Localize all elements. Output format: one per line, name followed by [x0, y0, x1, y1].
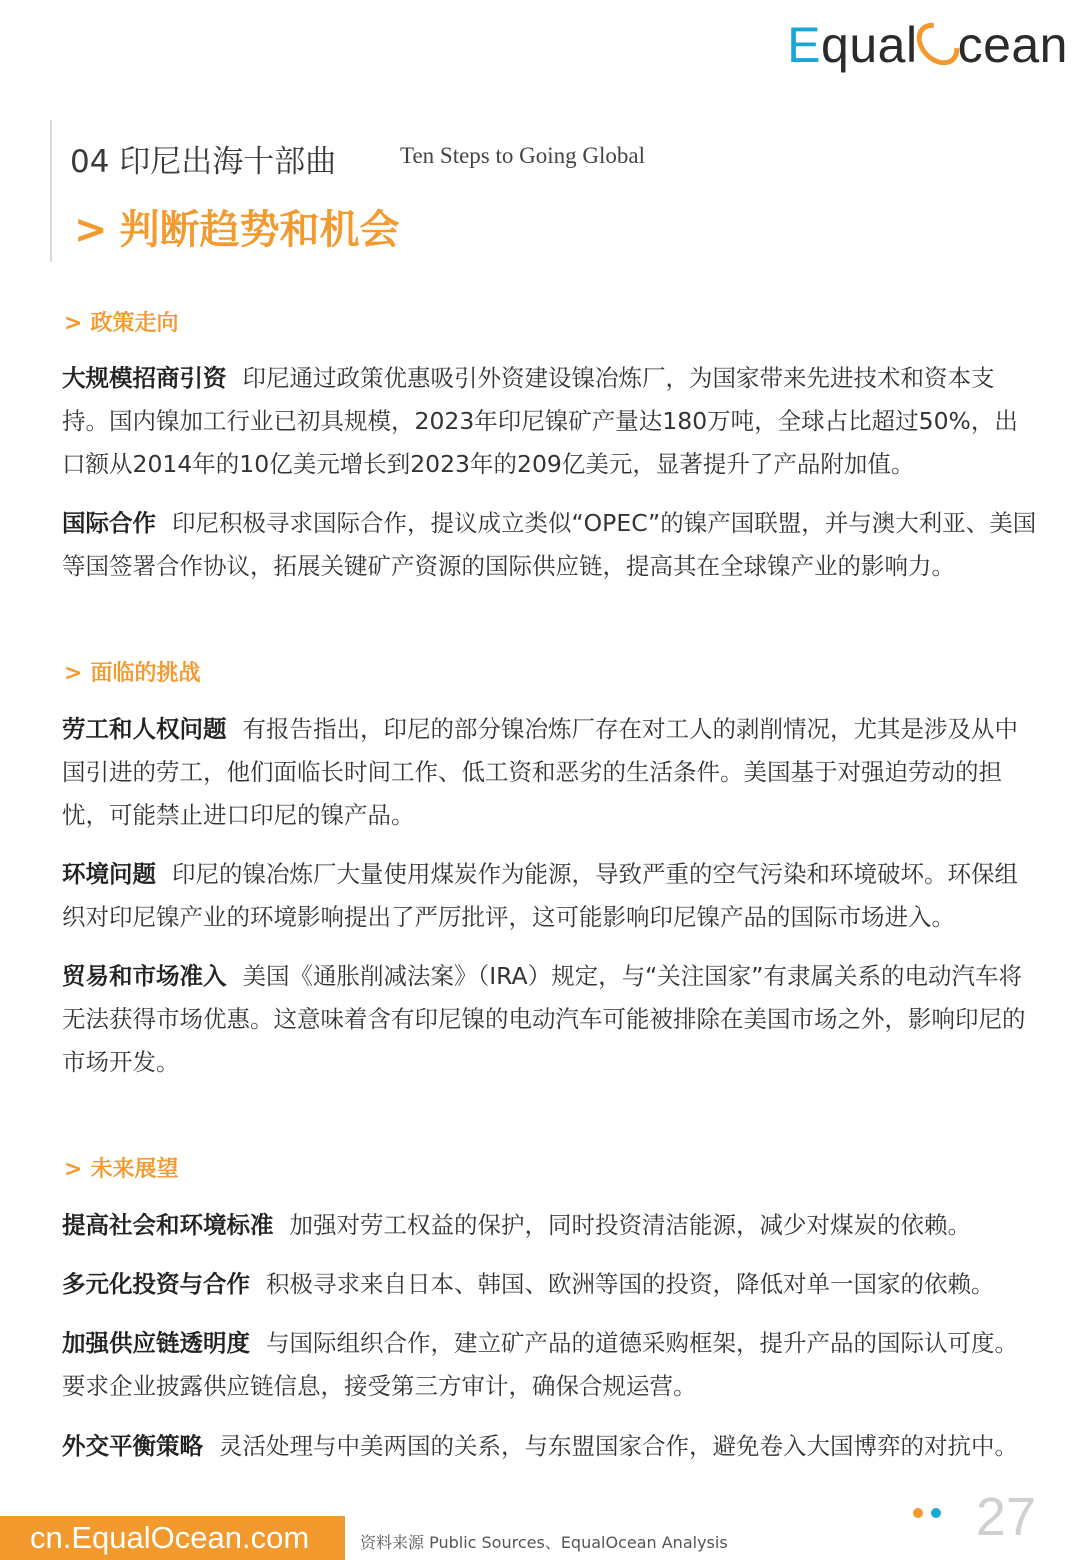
- paragraph-term: 加强供应链透明度: [62, 1329, 250, 1357]
- paragraph: [62, 955, 1037, 1084]
- footer-website-link[interactable]: cn.EqualOcean.com: [30, 1520, 310, 1555]
- paragraph: [62, 502, 1037, 588]
- paragraph-text: 印尼积极寻求国际合作，提议成立类似“OPEC”的镍产国联盟，并与澳大利亚、美国等国签署合作协议，拓展关键矿产资源的国际供应链，提高其在全球镍产业的影响力。: [62, 509, 1037, 580]
- paragraph-term: 提高社会和环境标准: [62, 1211, 274, 1239]
- paragraph-term: 多元化投资与合作: [62, 1270, 250, 1298]
- paragraph-term: 贸易和市场准入: [62, 962, 227, 990]
- chevron-right-icon: >: [64, 311, 83, 336]
- equalocean-logo: Equal cean: [787, 16, 1068, 74]
- paragraph-term: 国际合作: [62, 509, 156, 537]
- paragraph: [62, 708, 1037, 837]
- paragraph: [62, 853, 1037, 939]
- chapter-title: 04 印尼出海十部曲: [70, 144, 337, 180]
- paragraph-text: 灵活处理与中美两国的关系，与东盟国家合作，避免卷入大国博弈的对抗中。: [219, 1432, 1018, 1460]
- paragraph-term: 劳工和人权问题: [62, 715, 227, 743]
- chevron-right-icon: >: [64, 1157, 83, 1182]
- chevron-right-icon: >: [64, 661, 83, 686]
- page-headline: [74, 198, 400, 255]
- paragraph: [62, 1322, 1037, 1408]
- paragraph-text: 美国《通胀削减法案》（IRA）规定，与“关注国家”有隶属关系的电动汽车将无法获得市场优惠。这意味着含有印尼镍的电动汽车可能被排除在美国市场之外，影响印尼的市场开发。: [62, 962, 1026, 1076]
- decor-dot-blue: [931, 1508, 941, 1518]
- paragraph-text: 加强对劳工权益的保护，同时投资清洁能源，减少对煤炭的依赖。: [289, 1211, 971, 1239]
- paragraph: [62, 357, 1037, 486]
- paragraph-text: 印尼的镍冶炼厂大量使用煤炭作为能源，导致严重的空气污染和环境破坏。环保组织对印尼镍产业的环境影响提出了严厉批评，这可能影响印尼镍产品的国际市场进入。: [62, 860, 1018, 931]
- page-number: 27: [975, 1487, 1036, 1547]
- paragraph: [62, 1425, 1037, 1468]
- paragraph-term: 大规模招商引资: [62, 364, 227, 392]
- paragraph-term: 外交平衡策略: [62, 1432, 203, 1460]
- paragraph-text: 有报告指出，印尼的部分镍冶炼厂存在对工人的剥削情况，尤其是涉及从中国引进的劳工，他们面临长时间工作、低工资和恶劣的生活条件。美国基于对强迫劳动的担忧，可能禁止进口印尼的镍产品。: [62, 715, 1018, 829]
- paragraph: [62, 1204, 1037, 1247]
- paragraph-term: 环境问题: [62, 860, 156, 888]
- section-title-policy: > 政策走向: [64, 311, 179, 336]
- header-divider: [50, 120, 52, 262]
- chevron-right-icon: >: [74, 207, 108, 253]
- headline-text: 判断趋势和机会: [119, 207, 400, 253]
- paragraph-text: 积极寻求来自日本、韩国、欧洲等国的投资，降低对单一国家的依赖。: [266, 1270, 995, 1298]
- paragraph-text: 印尼通过政策优惠吸引外资建设镍冶炼厂，为国家带来先进技术和资本支持。国内镍加工行业已初具规模，2023年印尼镍矿产量达180万吨，全球占比超过50%，出口额从2014年的10亿美元增长到2023年的209亿美元，显著提升了产品附加值。: [62, 364, 1018, 478]
- paragraph: [62, 1263, 1037, 1306]
- section-title-outlook: > 未来展望: [64, 1157, 179, 1182]
- decor-dot-orange: [913, 1508, 923, 1518]
- chapter-title-english: Ten Steps to Going Global: [400, 143, 645, 168]
- paragraph-text: 与国际组织合作，建立矿产品的道德采购框架，提升产品的国际认可度。要求企业披露供应链信息，接受第三方审计，确保合规运营。: [62, 1329, 1018, 1400]
- section-title-challenges: > 面临的挑战: [64, 661, 201, 686]
- source-note: 资料来源 Public Sources、EqualOcean Analysis: [360, 1533, 728, 1552]
